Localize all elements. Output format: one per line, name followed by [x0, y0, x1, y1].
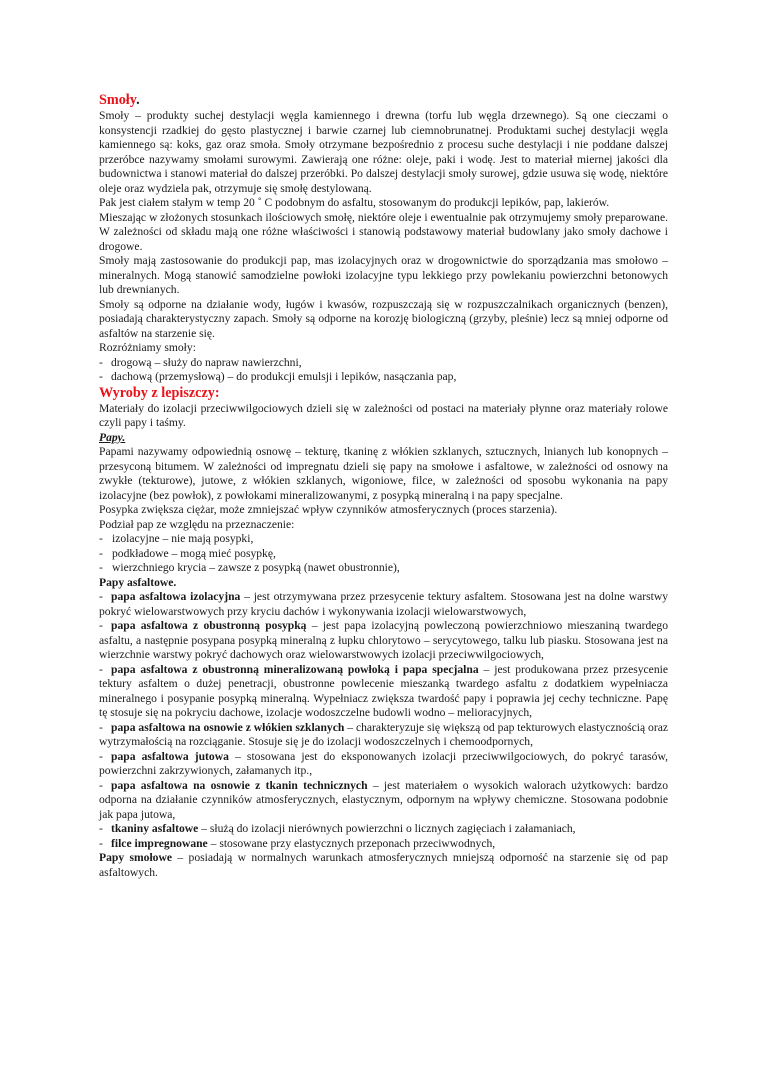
- heading-smoly: [99, 92, 668, 109]
- list-item-text: podkładowe – mogą mieć posypkę,: [112, 546, 276, 560]
- paragraph-smoly-zastosowanie: Smoły mają zastosowanie do produkcji pap, mas izolacyjnych oraz w drogownictwie do sporządzania mas smołowo – mineralnych. Mogą stanowić samodzielne powłoki izolacyjne typu lekkiego przy powlekaniu powierzchni betonowych lub drewnianych.: [99, 254, 668, 296]
- entry-desc: – jest produkowana przez przesycenie tektury asfaltem o dużej penetracji, obustronne powlecenie mieszanką twardego asfaltu z dodatkiem wypełniacza mineralnego i posypanie posypką mineralną. Wypełniacz zwiększa twardość papy i poprawia jej cechy techniczne. Papę tę stosuje się na pokryciu dachowe, izolacje wodoszczelne budowli wodno – melioracyjnych,: [99, 662, 668, 719]
- entry-papa-jutowa: [99, 750, 668, 779]
- entry-papa-wlokna-szklane: [99, 721, 668, 750]
- entry-desc: – posiadają w normalnych warunkach atmosferycznych mniejszą odporność na starzenie się od pap asfaltowych.: [99, 851, 668, 879]
- paragraph-smoly-odpornosc: Smoły są odporne na działanie wody, ługów i kwasów, rozpuszczają się w rozpuszczalnikach organicznych (benzen), posiadają charakterystyczny zapach. Smoły są odporne na korozję biologiczną (grzyby, pleśnie) lecz są mniej odporne od asfaltów na starzenie się.: [99, 297, 668, 340]
- entry-term: filce impregnowane: [111, 836, 208, 850]
- paragraph-podzial: Podział pap ze względu na przeznaczenie:: [99, 517, 295, 531]
- entry-desc: – stosowane przy elastycznych przeponach przeciwwodnych,: [207, 836, 496, 850]
- entry-term: papa asfaltowa na osnowie z włókien szklanych: [111, 720, 345, 734]
- entry-tkaniny-asfaltowe: [99, 822, 668, 837]
- entry-desc: – charakteryzuje się większą od pap tekturowych elastycznością oraz wytrzymałością na rozciąganie. Stosuje się je do izolacji wodoszczelnych i chemoodpornych,: [99, 720, 668, 748]
- entry-term: Papy smołowe: [99, 851, 172, 864]
- list-item-dachowa: [99, 370, 668, 385]
- bullet-dash: -: [99, 355, 103, 369]
- bullet-dash: -: [99, 720, 103, 734]
- heading-wyroby: Wyroby z lepiszczy:: [99, 384, 220, 401]
- entry-term: papa asfaltowa z obustronną posypką: [111, 619, 307, 632]
- bullet-dash: -: [99, 778, 103, 792]
- document-page: [99, 92, 668, 880]
- bullet-dash: -: [99, 532, 103, 545]
- heading-smoly-dot: .: [136, 92, 140, 108]
- list-item-text: dachową (przemysłową) – do produkcji emulsji i lepików, nasączania pap,: [111, 370, 457, 383]
- bullet-dash: -: [99, 662, 103, 676]
- list-item-wierzchniego-krycia: [99, 561, 668, 576]
- entry-term: papa asfaltowa na osnowie z tkanin technicznych: [111, 778, 368, 792]
- entry-term: papa asfaltowa z obustronną mineralizowaną powłoką i papa specjalna: [111, 662, 479, 676]
- entry-desc: – jest papa izolacyjną powleczoną powierzchniowo mieszaniną twardego asfaltu, a następnie posypana posypką mineralną z łupku chlorytowo – serycytowego, talku lub piasku. Stosowana jest na wierzchnie warstwy pokryć dachowych oraz wielowarstwowych izolacji przeciwwilgociowych,: [99, 619, 668, 661]
- bullet-dash: -: [99, 370, 103, 383]
- list-item-drogowa: [99, 356, 668, 371]
- entry-filce-impregnowane: [99, 837, 668, 852]
- entry-desc: – jest otrzymywana przez przesycenie tektury asfaltem. Stosowana jest na dolne warstwy pokryć wielowarstwowych przy kryciu dachów i wykonywania izolacji wielowarstwowych,: [99, 590, 668, 618]
- entry-papy-smolowe: [99, 851, 668, 880]
- entry-papa-obustronna-posypka: [99, 619, 668, 663]
- entry-term: papa asfaltowa jutowa: [111, 749, 229, 763]
- paragraph-rozrozniamy: Rozróżniamy smoły:: [99, 341, 196, 354]
- list-item-podkladowe: [99, 547, 668, 562]
- bullet-dash: -: [99, 619, 103, 632]
- bullet-dash: -: [99, 749, 103, 763]
- subheading-papy: Papy.: [99, 430, 126, 444]
- paragraph-wyroby-intro: Materiały do izolacji przeciwwilgociowych dzieli się w zależności od postaci na materiały płynne oraz materiały rolowe czyli papy i taśmy.: [99, 401, 668, 429]
- list-item-text: izolacyjne – nie mają posypki,: [112, 532, 254, 545]
- list-item-text: wierzchniego krycia – zawsze z posypką (nawet obustronnie),: [112, 561, 400, 574]
- paragraph-pak: Pak jest ciałem stałym w temp 20 ˚ C podobnym do asfaltu, stosowanym do produkcji lepików, pap, lakierów.: [99, 196, 610, 209]
- subheading-papy-asfaltowe: Papy asfaltowe.: [99, 575, 177, 589]
- bullet-dash: -: [99, 822, 103, 835]
- paragraph-smoly-preparowane: Mieszając w złożonych stosunkach ilościowych smołę, niektóre oleje i ewentualnie pak otrzymujemy smoły preparowane. W zależności od składu mają one różne właściwości i stanowią podstawowy materiał budowlany jako smoły dachowe i drogowe.: [99, 210, 668, 253]
- entry-term: papa asfaltowa izolacyjna: [111, 590, 241, 603]
- entry-papa-izolacyjna: [99, 590, 668, 619]
- entry-desc: – jest materiałem o wysokich walorach użytkowych: bardzo odporna na działanie czynników atmosferycznych, elastycznym, odpornym na wpływy chemiczne. Stosowana podobnie jak papa jutowa,: [99, 778, 669, 821]
- heading-smoly-text: Smoły: [99, 92, 137, 108]
- list-item-text: drogową – służy do napraw nawierzchni,: [111, 355, 302, 369]
- paragraph-posypka: Posypka zwiększa ciężar, może zmniejszać wpływ czynników atmosferycznych (proces starzenia).: [99, 503, 558, 516]
- paragraph-smoly-definition: Smoły – produkty suchej destylacji węgla kamiennego i drewna (torfu lub węgla drzewnego). Są one cieczami o konsystencji rzadkiej do gęsto plastycznej i barwie czarnej lub ciemnobrunatnej. Produktami suchej destylacji węgla kamiennego są: koks, gaz oraz smoła. Smoły otrzymane bezpośrednio z procesu suche destylacji i nie poddane dalszej przeróbce nazywamy smołami surowymi. Zawierają one różne: oleje, paki i wodę. Jest to materiał miernej jakości dla budownictwa i stanowi materiał do dalszej przeróbki. Po dalszej destylacji smoły surowej, gdzie usuwa się wodę, niektóre oleje oraz wydziela pak, otrzymuje się smołę destylowaną.: [99, 109, 668, 195]
- bullet-dash: -: [99, 546, 103, 560]
- bullet-dash: -: [99, 590, 103, 603]
- entry-desc: – stosowana jest do eksponowanych izolacji przeciwwilgociowych, do pokryć tarasów, powierzchni zakrzywionych, załamanych itp.,: [99, 749, 668, 777]
- bullet-dash: -: [99, 836, 103, 850]
- entry-desc: – służą do izolacji nierównych powierzchni o licznych zagięciach i załamaniach,: [198, 822, 576, 835]
- entry-papa-tkaniny-techniczne: [99, 779, 668, 823]
- paragraph-papy-definition: Papami nazywamy odpowiednią osnowę – tekturę, tkaninę z włókien szklanych, sztucznych, lnianych lub konopnych – przesyconą bitumem. W zależności od impregnatu dzieli się papy na smołowe i asfaltowe, w zależności od osnowy na zwykłe (tekturowe), jutowe, z włókien szklanych, wigoniowe, filce, w zależności od sposobu wykonania na papy izolacyjne (bez powłok), z powłokami mineralizowanymi, z posypką mineralną i na papy specjalne.: [99, 445, 668, 502]
- entry-term: tkaniny asfaltowe: [111, 822, 199, 835]
- entry-papa-mineralizowana: [99, 663, 668, 721]
- list-item-izolacyjne: [99, 532, 668, 547]
- bullet-dash: -: [99, 561, 103, 574]
